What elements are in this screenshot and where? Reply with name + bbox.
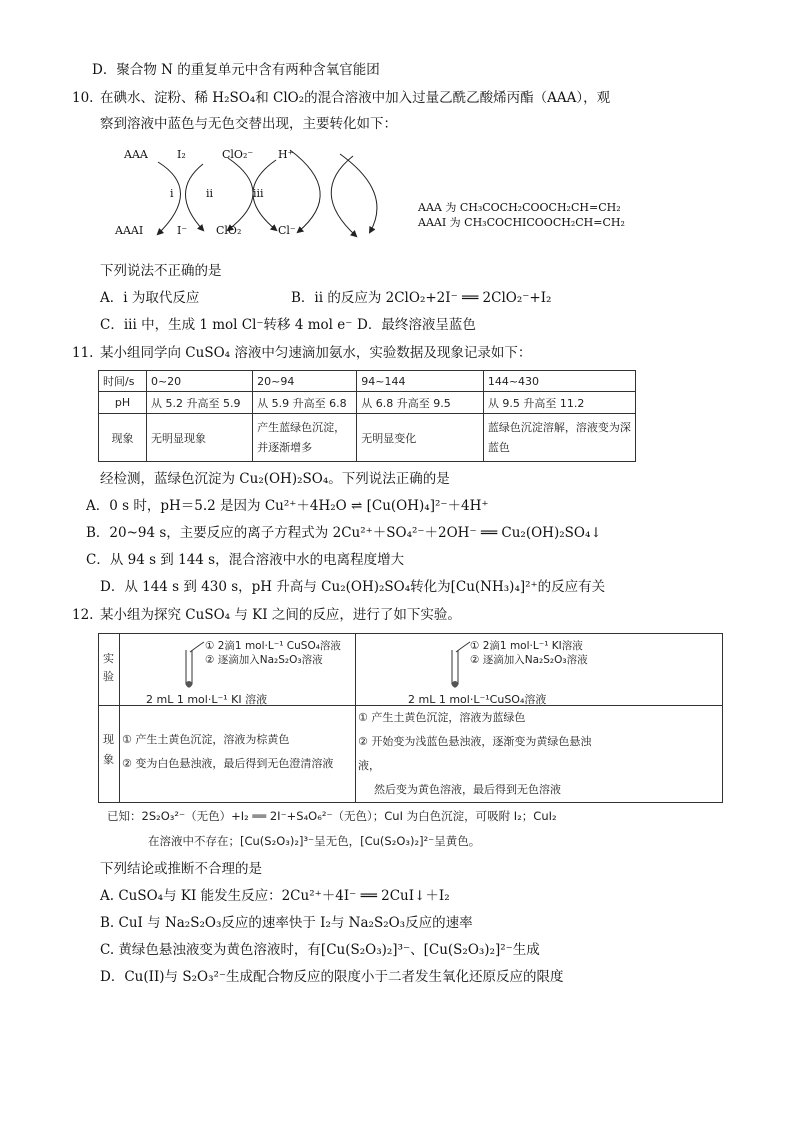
q11-option-d: D．从 144 s 到 430 s，pH 升高与 Cu₂(OH)₂SO₄转化为[Cu(NH₃)₄]²⁺的反应有关 — [100, 579, 606, 595]
label-clo2-minus: ClO₂⁻ — [222, 148, 254, 161]
q12-ask: 下列结论或推断不合理的是 — [100, 861, 262, 877]
table-header-col4: 144~430 — [483, 371, 635, 392]
q10-option-b: B．ii 的反应为 2ClO₂+2I⁻ ══ 2ClO₂⁻+I₂ — [291, 290, 552, 306]
q9-option-d: D．聚合物 N 的重复单元中含有两种含氧官能团 — [92, 62, 380, 78]
q10-option-c: C．iii 中，生成 1 mol Cl⁻转移 4 mol e⁻ — [100, 317, 353, 333]
q12-option-a: A. CuSO₄与 KI 能发生反应：2Cu²⁺＋4I⁻ ══ 2CuI↓＋I₂ — [100, 888, 450, 904]
table-cell-ph-3: 从 6.8 升高至 9.5 — [357, 392, 484, 414]
label-aaa: AAA — [124, 148, 148, 161]
label-clminus: Cl⁻ — [278, 224, 296, 237]
right-tube-label: 2 mL 1 mol·L⁻¹CuSO₄溶液 — [408, 693, 547, 706]
q12-stem: 某小组为探究 CuSO₄ 与 KI 之间的反应，进行了如下实验。 — [100, 607, 461, 623]
cycle-arc-far-right — [340, 154, 377, 232]
q11-option-c: C．从 94 s 到 144 s，混合溶液中水的电离程度增大 — [86, 552, 405, 568]
right-step-2: ② 逐滴加入Na₂S₂O₃溶液 — [470, 654, 588, 666]
table-cell-obs-4: 蓝绿色沉淀溶解，溶液变为深蓝色 — [483, 414, 635, 462]
q10-option-a: A．i 为取代反应 — [100, 290, 200, 306]
left-step-2: ② 逐滴加入Na₂S₂O₃溶液 — [205, 654, 323, 666]
label-aaai: AAAI — [115, 224, 144, 237]
table-cell-ph-1: 从 5.2 升高至 5.9 — [146, 392, 252, 414]
label-iminus: I⁻ — [177, 224, 188, 237]
q12-option-c: C. 黄绿色悬浊液变为黄色溶液时，有[Cu(S₂O₃)₂]³⁻、[Cu(S₂O₃)₂]²⁻生成 — [100, 942, 540, 958]
q10-ask: 下列说法不正确的是 — [100, 263, 222, 279]
q12-known-line1: 已知：2S₂O₃²⁻（无色）+I₂ ══ 2I⁻+S₄O₆²⁻（无色）；CuI 为白色沉淀，可吸附 I₂；CuI₂ — [107, 809, 557, 823]
q12-number: 12. — [72, 607, 94, 623]
label-i2: I₂ — [177, 148, 186, 161]
label-step-iii: iii — [253, 187, 264, 200]
left-obs-2: ② 变为白色悬浊液，最后得到无色澄清溶液 — [122, 757, 334, 770]
q10-note-aaa: AAA 为 CH₃COCH₂COOCH₂CH=CH₂ — [418, 201, 621, 214]
cycle-arc-i-right — [186, 164, 204, 230]
table-header-time: 时间/s — [99, 371, 147, 392]
left-test-tube-icon — [180, 640, 210, 692]
q12-known-line2: 在溶液中不存在；[Cu(S₂O₃)₂]³⁻呈无色，[Cu(S₂O₃)₂]²⁻呈黄色。 — [148, 834, 481, 848]
left-tube-label: 2 mL 1 mol·L⁻¹ KI 溶液 — [146, 693, 268, 706]
cycle-arc-ii — [228, 158, 253, 230]
table-header-col2: 20~94 — [253, 371, 357, 392]
table-row-obs-label: 现象 — [99, 414, 147, 462]
table-cell-obs-1: 无明显现象 — [146, 414, 252, 462]
label-step-i: i — [170, 187, 174, 200]
right-obs-2a: ② 开始变为浅蓝色悬浊液，逐渐变为黄绿色悬浊 — [358, 735, 592, 748]
label-clo2: ClO₂ — [216, 224, 242, 237]
q12-exp-label: 实验 — [103, 652, 114, 683]
table-cell-obs-2: 产生蓝绿色沉淀，并逐渐增多 — [253, 414, 357, 462]
table-row-ph-label: pH — [99, 392, 147, 414]
q10-stem-line1: 在碘水、淀粉、稀 H₂SO₄和 ClO₂的混合溶液中加入过量乙酰乙酸烯丙酯（AAA），观 — [100, 90, 611, 106]
table-header-col3: 94~144 — [357, 371, 484, 392]
q10-option-d: D．最终溶液呈蓝色 — [357, 317, 476, 333]
q12-option-d: D．Cu(II)与 S₂O₃²⁻生成配合物反应的限度小于二者发生氧化还原反应的限度 — [100, 969, 564, 985]
q11-number: 11. — [72, 345, 94, 361]
q10-stem-line2: 察到溶液中蓝色与无色交替出现，主要转化如下： — [100, 116, 397, 132]
right-step-1: ① 2滴1 mol·L⁻¹ KI溶液 — [470, 640, 583, 652]
table-cell-ph-2: 从 5.9 升高至 6.8 — [253, 392, 357, 414]
left-step-1: ① 2滴1 mol·L⁻¹ CuSO₄溶液 — [205, 640, 341, 652]
right-test-tube-icon — [446, 640, 476, 692]
right-obs-2b: 液， — [358, 759, 380, 772]
q11-option-a: A．0 s 时，pH＝5.2 是因为 Cu²⁺＋4H₂O ⇌ [Cu(OH)₄]²⁻＋4H⁺ — [86, 498, 489, 514]
cycle-arc-right-loop — [331, 156, 356, 236]
right-obs-2c: 然后变为黄色溶液，最后得到无色溶液 — [374, 783, 561, 796]
q10-note-aaai: AAAI 为 CH₃COCHICOOCH₂CH=CH₂ — [418, 216, 625, 229]
label-hplus: H⁺ — [278, 148, 294, 161]
table-cell-obs-3: 无明显变化 — [357, 414, 484, 462]
table-cell-ph-4: 从 9.5 升高至 11.2 — [483, 392, 635, 414]
left-obs-1: ① 产生土黄色沉淀，溶液为棕黄色 — [122, 733, 290, 746]
q11-data-table — [98, 370, 636, 462]
label-step-ii: ii — [206, 187, 214, 200]
table-header-col1: 0~20 — [146, 371, 252, 392]
q11-note: 经检测，蓝绿色沉淀为 Cu₂(OH)₂SO₄。下列说法正确的是 — [100, 471, 450, 487]
q11-stem: 某小组同学向 CuSO₄ 溶液中匀速滴加氨水，实验数据及现象记录如下： — [100, 345, 532, 361]
q10-number: 10. — [72, 90, 94, 106]
cycle-arc-iii-right — [290, 150, 320, 232]
q11-option-b: B．20~94 s，主要反应的离子方程式为 2Cu²⁺＋SO₄²⁻＋2OH⁻ ══ Cu₂(OH)₂SO₄↓ — [86, 525, 602, 541]
right-obs-1: ① 产生土黄色沉淀，溶液为蓝绿色 — [358, 711, 526, 724]
q12-obs-label: 现象 — [103, 733, 114, 766]
q12-option-b: B. CuI 与 Na₂S₂O₃反应的速率快于 I₂与 Na₂S₂O₃反应的速率 — [100, 915, 473, 931]
